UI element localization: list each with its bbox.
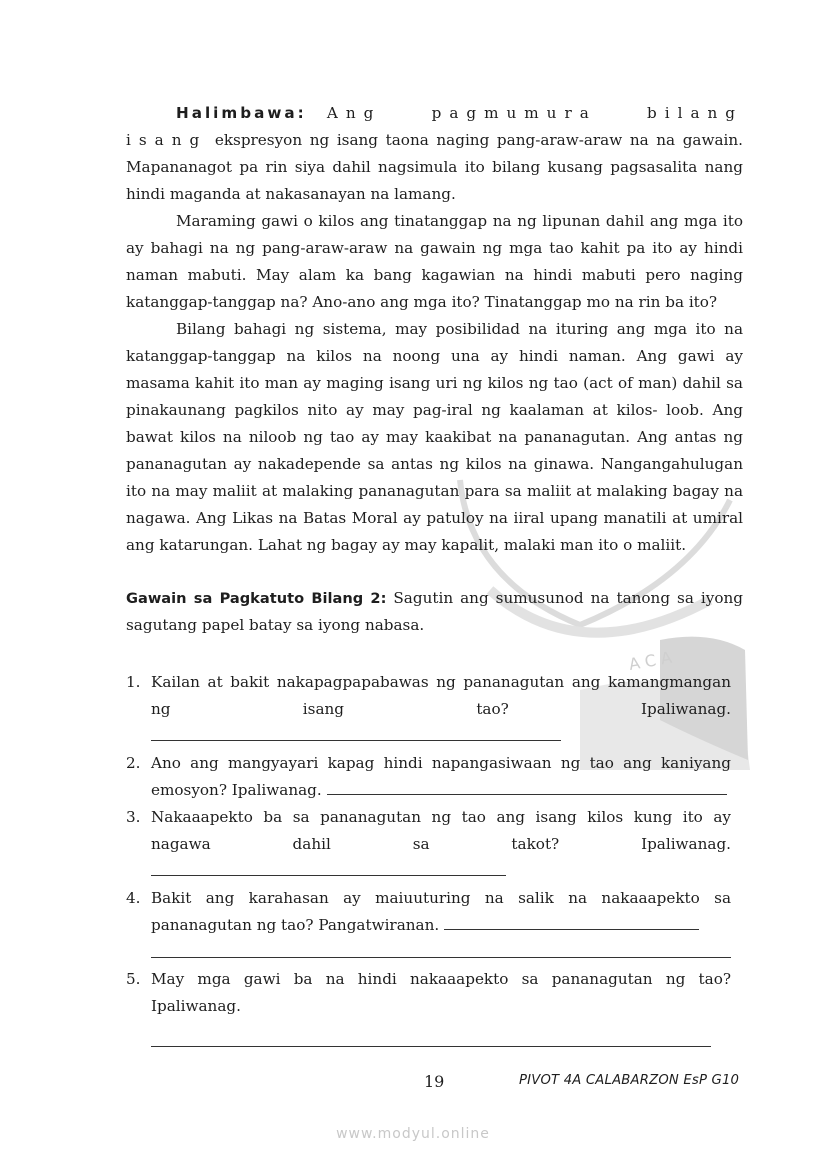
example-text: ekspresyon ng isang taona naging pang-araw-araw na na gawain. Mapananagot pa rin siya dahil nagsimula ito bilang kusang pagsasalita nang hindi maganda at nakasanayan na lamang. — [126, 131, 744, 203]
question-number: 3. — [126, 808, 141, 826]
example-spaced-start: Ang pagmumura bilang isang — [126, 104, 743, 149]
question-item — [126, 804, 731, 885]
question-item — [126, 750, 731, 804]
question-number: 2. — [126, 754, 141, 772]
task-label: Gawain sa Pagkatuto Bilang 2: — [126, 590, 387, 607]
site-watermark: www.modyul.online — [336, 1126, 490, 1142]
task-paragraph — [126, 585, 743, 639]
question-number: 4. — [126, 889, 141, 907]
question-text: Ano ang mangyayari kapag hindi napangasiwaan ng tao ang kaniyang emosyon? Ipaliwanag. — [151, 754, 731, 799]
question-text: Kailan at bakit nakapagpapabawas ng pananagutan ang kamangmangan ng isang tao? Ipaliwanag. — [151, 673, 731, 718]
question-number: 1. — [126, 673, 141, 691]
question-item — [126, 966, 731, 1047]
main-content — [126, 100, 743, 1047]
question-item — [126, 669, 731, 750]
page-number: 19 — [424, 1072, 445, 1091]
question-number: 5. — [126, 970, 141, 988]
question-text: ba sa pananagutan ng tao ang isang kilos kung ito ay nagawa dahil sa takot? Ipaliwanag. — [151, 808, 732, 853]
svg-text:A C A: A C A — [627, 647, 674, 674]
task-instruction: Sagutin ang sumusunod na tanong sa iyong sagutang papel batay sa iyong nabasa. — [126, 589, 743, 634]
question-text: May mga gawi ba na hindi nakaaapekto sa pananagutan ng tao? Ipaliwanag. — [151, 970, 731, 1015]
question-text: Bakit ang karahasan ay maiuuturing na salik na nakaaapekto sa pananagutan ng tao? Pangatwiranan. — [151, 889, 731, 934]
answer-line[interactable] — [151, 1028, 711, 1047]
answer-line[interactable] — [151, 861, 506, 876]
body-paragraph-2: Bilang bahagi ng sistema, may posibilidad na ituring ang mga ito na katanggap-tanggap na kilos na noong una ay hindi naman. Ang gawi ay masama kahit ito man ay maging isang uri ng kilos ng tao (act of man) dahil sa pinakaunang pagkilos nito ay may pag-iral ng kaalaman at kilos- loob. Ang bawat kilos na niloob ng tao ay may kaakibat na pananagutan. Ang antas ng pananagutan ay nakadepende sa antas ng kilos na ginawa. Nangangahulugan ito na may maliit at malaking pananagutan para sa maliit at malaking bagay na nagawa. Ang Likas na Batas Moral ay patuloy na iiral upang manatili at umiral ang katarungan. Lahat ng bagay ay may kapalit, malaki man ito o maliit. — [126, 320, 743, 554]
question-list — [126, 669, 743, 1047]
question-text-lead: Nakaaapekto — [151, 808, 253, 826]
example-label: Halimbawa: — [176, 104, 307, 122]
example-paragraph — [126, 100, 743, 208]
body-paragraph-1: Maraming gawi o kilos ang tinatanggap na ng lipunan dahil ang mga ito ay bahagi na ng pang-araw-araw na gawain ng mga tao kahit pa ito ay hindi naman mabuti. May alam ka bang kagawian na hindi mabuti pero naging katanggap-tanggap na? Ano-ano ang mga ito? Tinatanggap mo na rin ba ito? — [126, 212, 743, 311]
answer-line[interactable] — [151, 726, 561, 741]
answer-line[interactable] — [327, 780, 727, 795]
footer-title: PIVOT 4A CALABARZON EsP G10 — [519, 1073, 740, 1088]
answer-line[interactable] — [444, 915, 699, 930]
question-item — [126, 885, 731, 958]
answer-line[interactable] — [151, 939, 731, 958]
